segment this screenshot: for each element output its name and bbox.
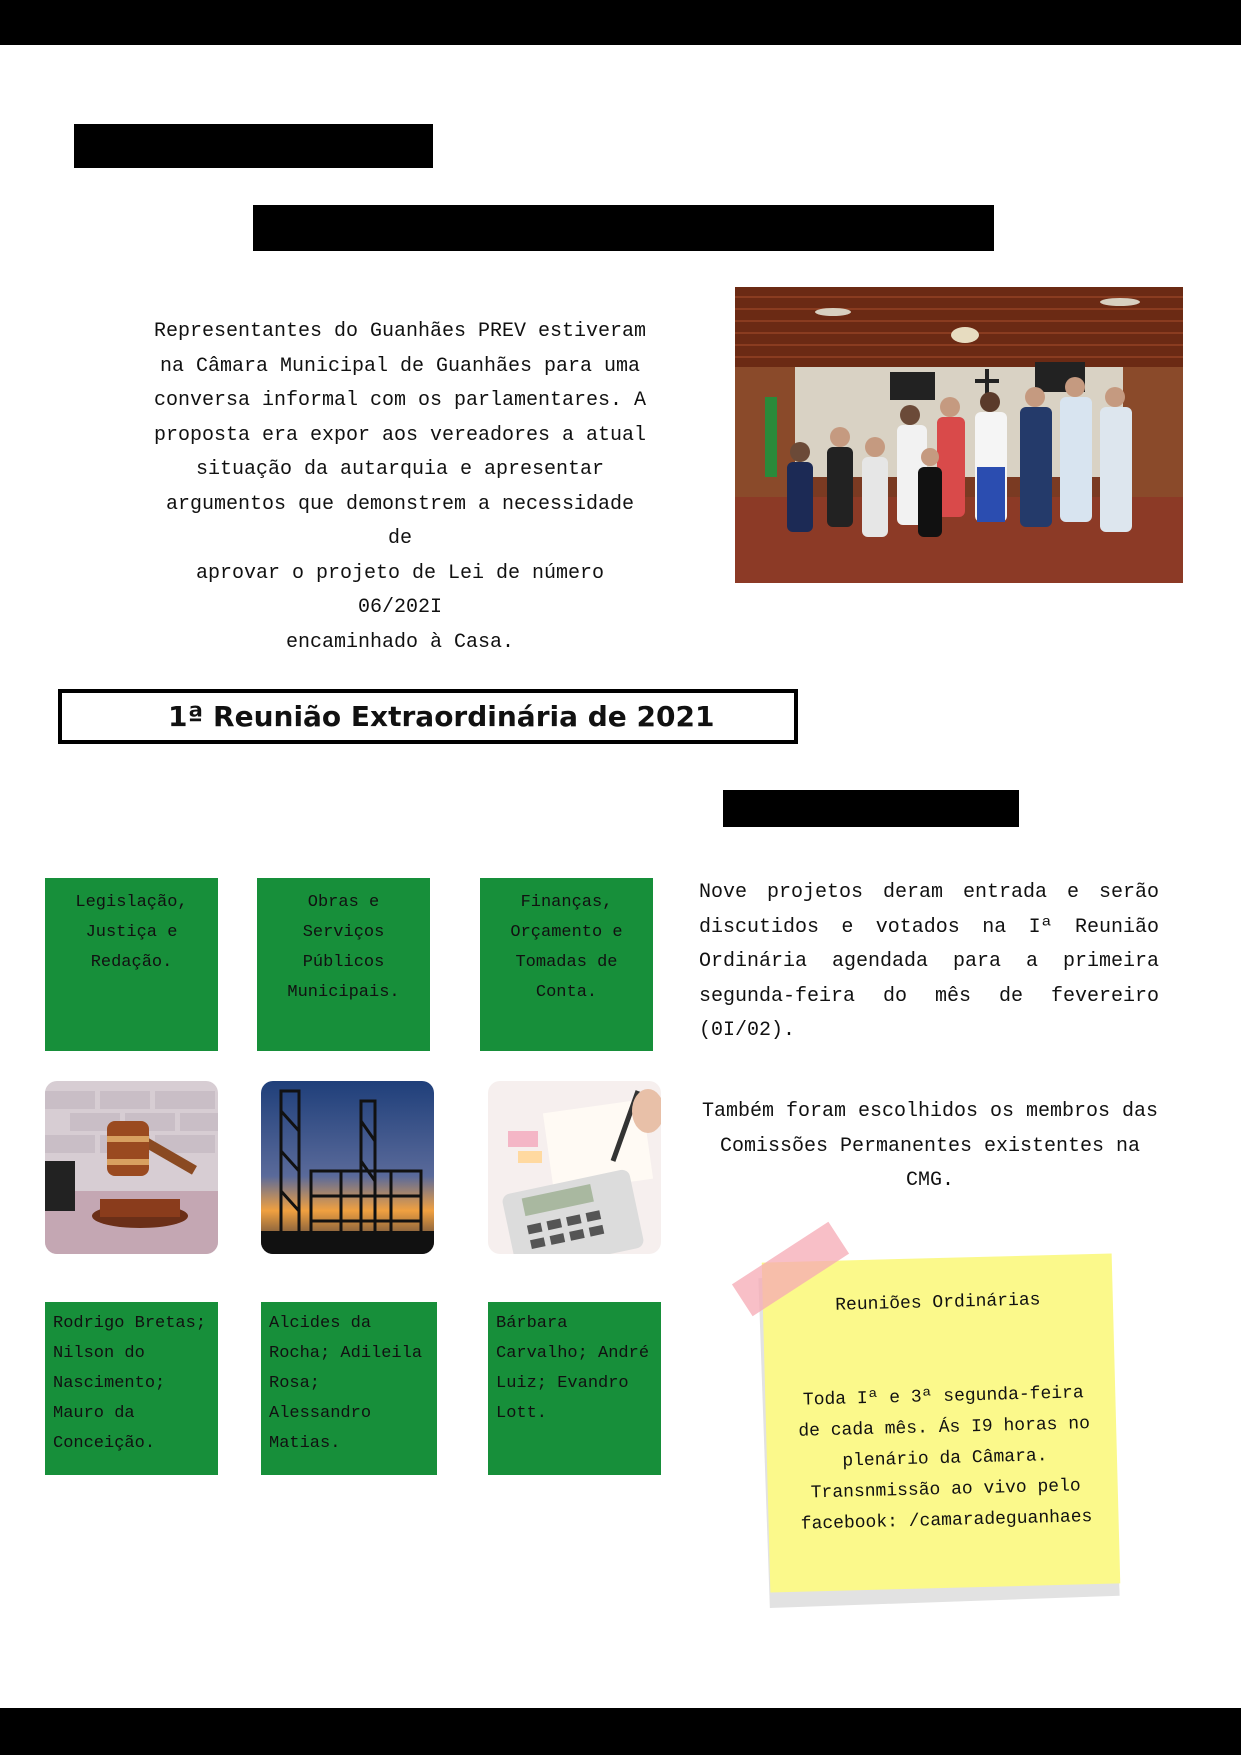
committees-paragraph: Também foram escolhidos os membros das Comissões Permanentes existentes na CMG. [701,1100,1159,1192]
intro-line: conversa informal com os parlamentares. A [153,389,647,412]
redacted-headline [253,205,994,251]
intro-line: argumentos que demonstrem a necessidade de [165,492,635,550]
intro-line: aprovar o projeto de Lei de número 06/202I [195,561,605,619]
intro-line: encaminhado à Casa. [285,630,515,654]
intro-line: proposta era expor aos vereadores a atual [153,423,647,447]
calculator-icon [488,1081,661,1254]
section-title: 1ª Reunião Extraordinária de 2021 [58,689,798,744]
bottom-bar [0,1708,1241,1755]
committee-members-box: Bárbara Carvalho; André Luiz; Evandro Lott. [488,1302,661,1475]
sticky-note-body: Toda Iª e 3ª segunda-feira de cada mês. Ás I9 horas no plenário da Câmara. Transnmissão ao vivo pelo facebook: /camaradeguanhaes [798,1383,1093,1535]
redacted-header [74,124,433,168]
top-bar [0,0,1241,45]
construction-icon [261,1081,434,1254]
committee-members-box: Alcides da Rocha; Adileila Rosa; Alessandro Matias. [261,1302,437,1475]
group-photo [735,287,1183,583]
intro-paragraph [150,315,650,660]
projects-paragraph: Nove projetos deram entrada e serão discutidos e votados na Iª Reunião Ordinária agendada para a primeira segunda-feira do mês de fevereiro (0I/02). [699,881,1159,1042]
sticky-note-title: Reuniões Ordinárias [835,1290,1041,1316]
sticky-note [762,1253,1121,1592]
committee-name-box: Obras e Serviços Públicos Municipais. [257,878,430,1051]
gavel-icon [45,1081,218,1254]
committee-name-box: Legislação, Justiça e Redação. [45,878,218,1051]
intro-line: situação da autarquia e apresentar [195,458,605,481]
intro-line: na Câmara Municipal de Guanhães para uma [159,354,641,378]
committee-members-box: Rodrigo Bretas; Nilson do Nascimento; Mauro da Conceição. [45,1302,218,1475]
redacted-subheading [723,790,1019,827]
committee-name-box: Finanças, Orçamento e Tomadas de Conta. [480,878,653,1051]
intro-line: Representantes do Guanhães PREV estiveram [153,320,647,343]
